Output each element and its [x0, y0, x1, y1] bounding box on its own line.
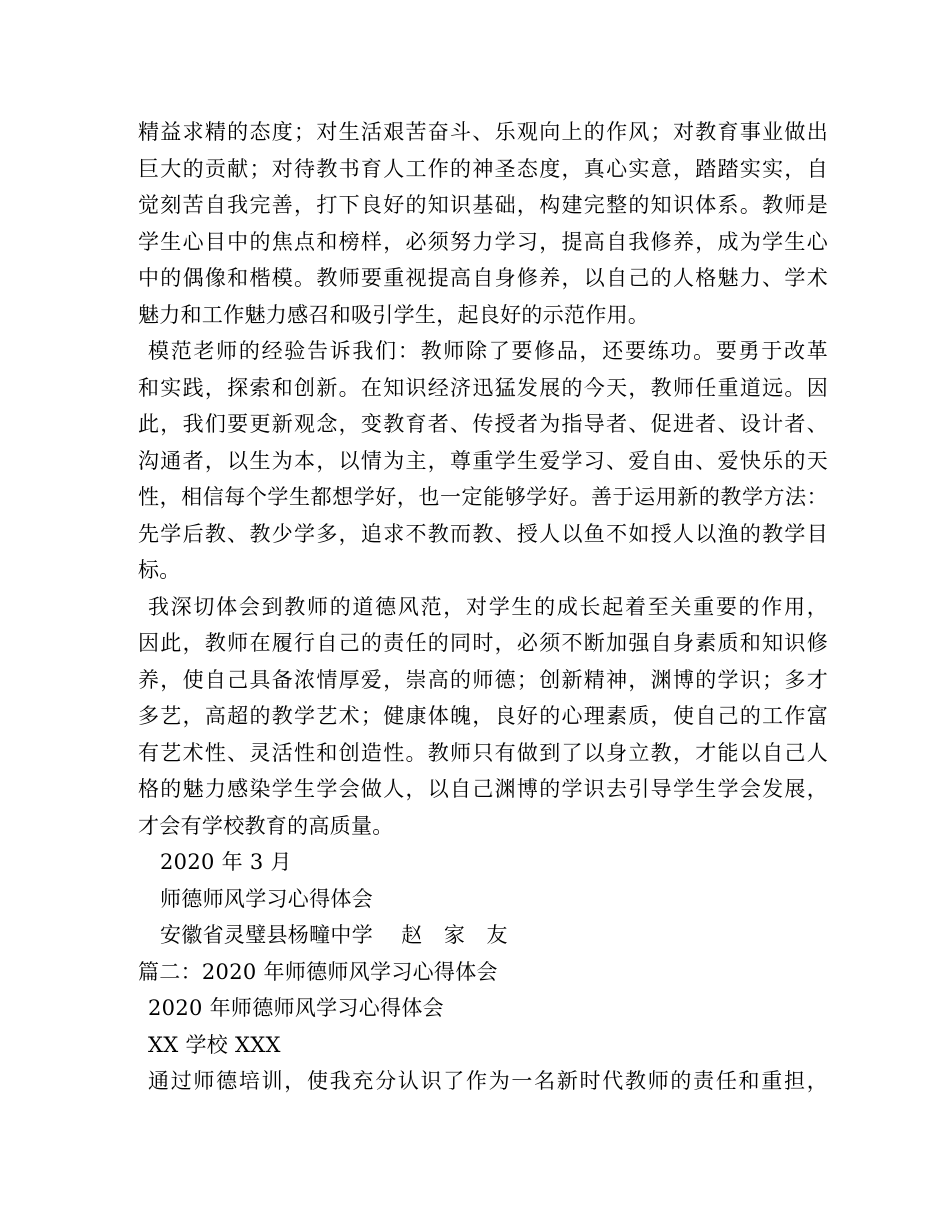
text-line: 我深切体会到教师的道德风范，对学生的成长起着至关重要的作用，	[148, 594, 828, 619]
text-line: 性，相信每个学生都想学好，也一定能够学好。善于运用新的教学方法：	[138, 485, 828, 509]
text-line: 精益求精的态度；对生活艰苦奋斗、乐观向上的作风；对教育事业做出	[138, 120, 828, 144]
text-line: 有艺术性、灵活性和创造性。教师只有做到了以身立教，才能以自己人	[138, 740, 828, 765]
text-line: 标。	[138, 558, 181, 582]
text-line: 因此，教师在履行自己的责任的同时，必须不断加强自身素质和知识修	[138, 631, 828, 655]
document-body	[138, 114, 828, 1100]
text-line: 学生心目中的焦点和榜样，必须努力学习，提高自我修养，成为学生心	[138, 229, 828, 254]
text-line: 和实践，探索和创新。在知识经济迅猛发展的今天，教师任重道远。因	[138, 375, 828, 400]
text-line: 通过师德培训，使我充分认识了作为一名新时代教师的责任和重担，	[148, 1069, 828, 1093]
text-line: 巨大的贡献；对待教书育人工作的神圣态度，真心实意，踏踏实实，自	[138, 156, 828, 181]
text-line: 篇二：2020 年师德师风学习心得体会	[138, 959, 498, 984]
text-line: XX 学校 XXX	[148, 1032, 281, 1057]
text-line: 养，使自己具备浓情厚爱，崇高的师德；创新精神，渊博的学识；多才	[138, 667, 828, 692]
text-line: 安徽省灵璧县杨疃中学 赵 家 友	[160, 923, 508, 947]
text-line: 师德师风学习心得体会	[160, 886, 373, 911]
text-line: 此，我们要更新观念，变教育者、传授者为指导者、促进者、设计者、	[138, 412, 828, 436]
text-line: 觉刻苦自我完善，打下良好的知识基础，构建完整的知识体系。教师是	[138, 193, 828, 217]
text-line: 中的偶像和楷模。教师要重视提高自身修养，以自己的人格魅力、学术	[138, 266, 828, 290]
text-line: 2020 年 3 月	[160, 850, 292, 874]
text-line: 模范老师的经验告诉我们：教师除了要修品，还要练功。要勇于改革	[148, 339, 828, 363]
text-line: 格的魅力感染学生学会做人，以自己渊博的学识去引导学生学会发展，	[138, 777, 828, 801]
text-line: 2020 年师德师风学习心得体会	[148, 996, 444, 1020]
text-line: 沟通者，以生为本，以情为主，尊重学生爱学习、爱自由、爱快乐的天	[138, 448, 828, 473]
text-line: 魅力和工作魅力感召和吸引学生，起良好的示范作用。	[138, 302, 650, 327]
text-line: 才会有学校教育的高质量。	[138, 813, 394, 838]
text-line: 多艺，高超的教学艺术；健康体魄，良好的心理素质，使自己的工作富	[138, 704, 828, 728]
text-line: 先学后教、教少学多，追求不教而教、授人以鱼不如授人以渔的教学目	[138, 521, 828, 546]
